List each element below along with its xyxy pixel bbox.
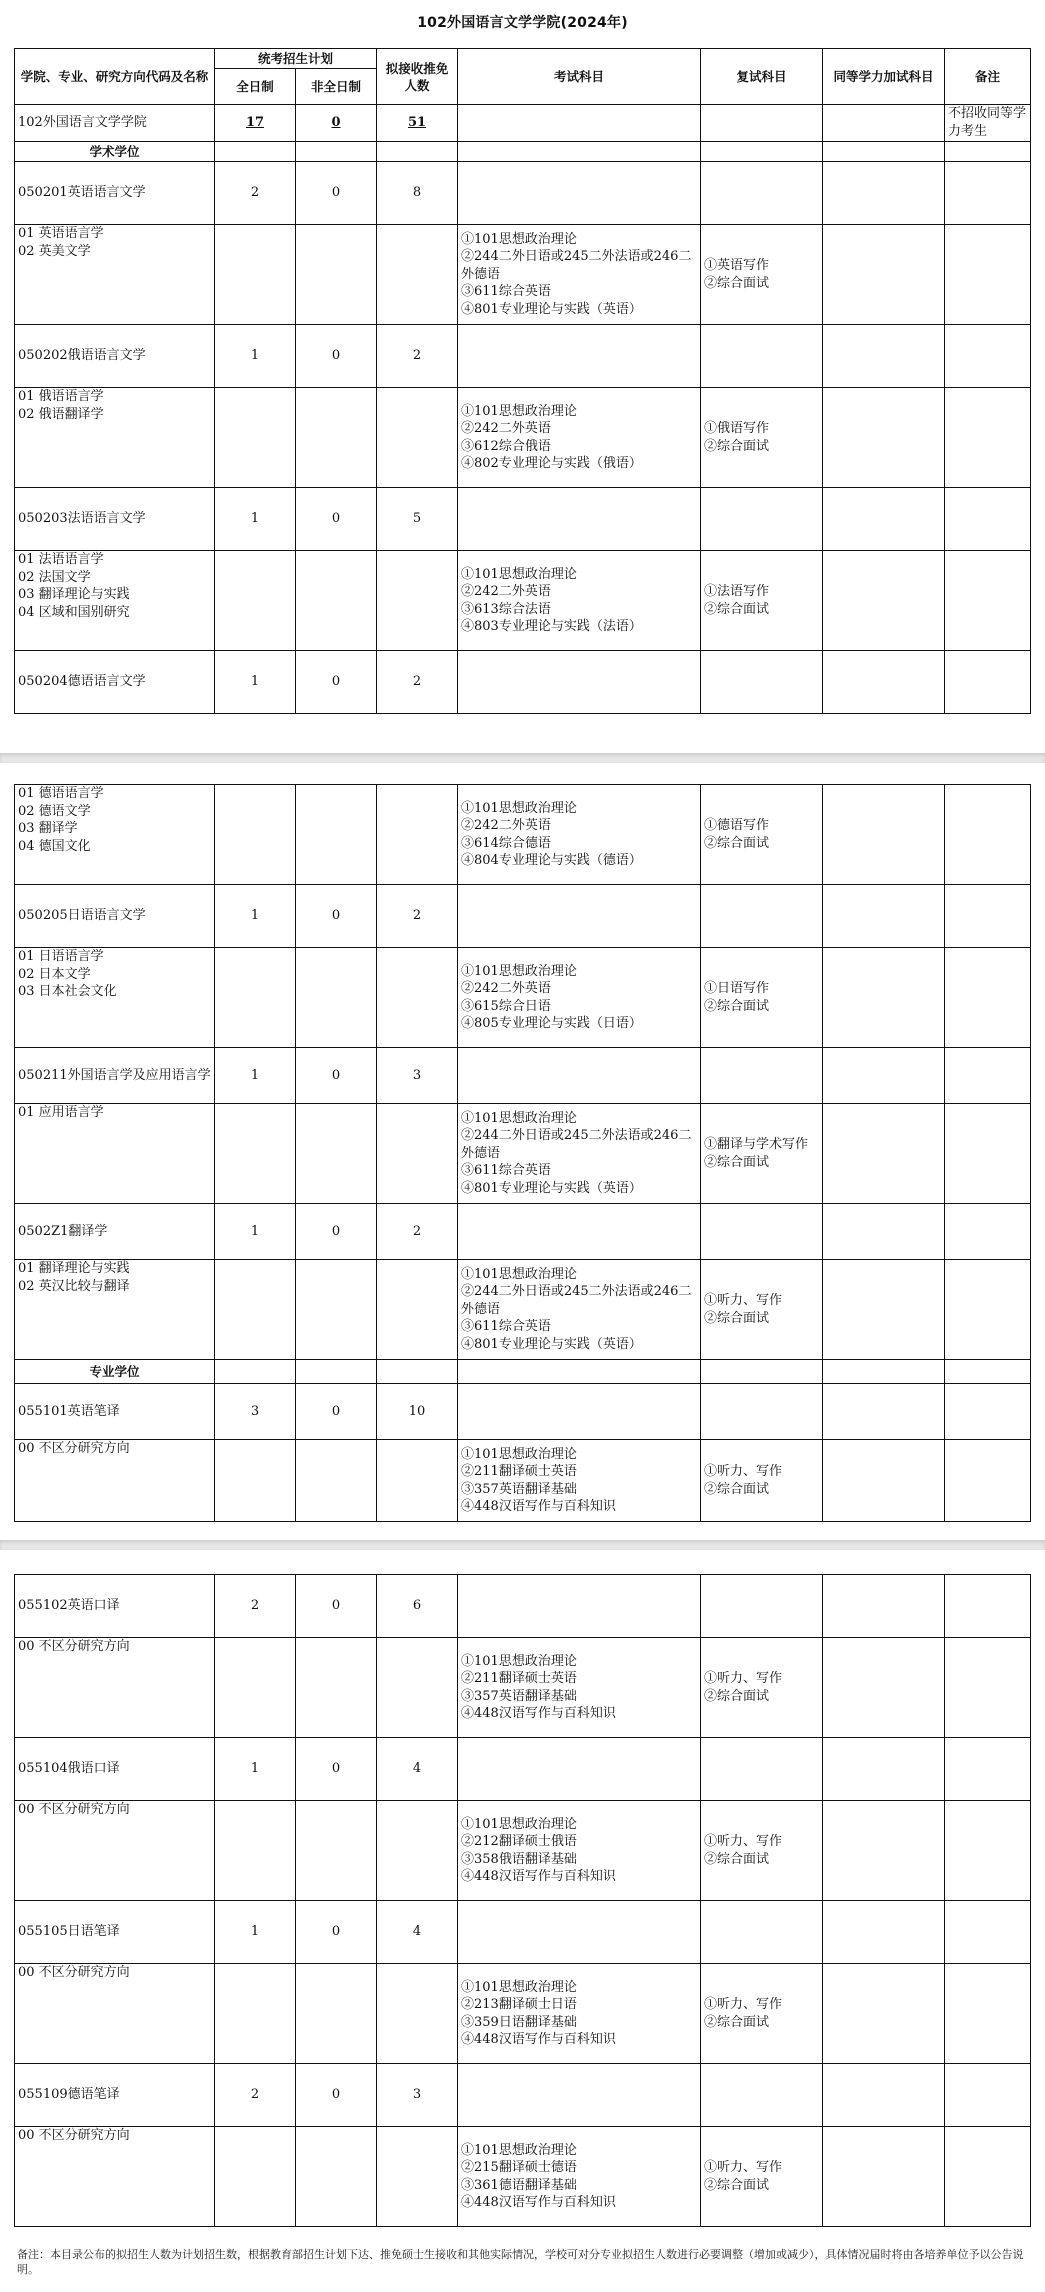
exam-subjects: ①101思想政治理论 ②244二外日语或245二外法语或246二外德语 ③611综合英语 ④801专业理论与实践（英语）	[458, 1104, 701, 1204]
empty-cell	[823, 388, 945, 488]
section-label: 学术学位	[15, 142, 215, 162]
empty-cell	[945, 1360, 1031, 1384]
empty-cell	[296, 1360, 377, 1384]
empty-cell	[823, 225, 945, 325]
empty-cell	[296, 1260, 377, 1360]
parttime-count: 0	[296, 1738, 377, 1801]
empty-cell	[701, 325, 823, 388]
empty-cell	[458, 1901, 701, 1964]
fulltime-count: 1	[215, 885, 296, 948]
exam-subjects: ①101思想政治理论 ②211翻译硕士英语 ③357英语翻译基础 ④448汉语写作与百科知识	[458, 1638, 701, 1738]
empty-cell	[701, 1360, 823, 1384]
empty-cell	[215, 1964, 296, 2064]
major-name: 050211外国语言学及应用语言学	[15, 1048, 215, 1104]
exam-subjects: ①101思想政治理论 ②242二外英语 ③613综合法语 ④803专业理论与实践（法语）	[458, 551, 701, 651]
exam-subjects: ①101思想政治理论 ②244二外日语或245二外法语或246二外德语 ③611综合英语 ④801专业理论与实践（英语）	[458, 225, 701, 325]
direction-names: 01 翻译理论与实践 02 英汉比较与翻译	[15, 1260, 215, 1360]
empty-cell	[945, 1384, 1031, 1440]
major-row	[15, 1204, 1031, 1260]
empty-cell	[215, 785, 296, 885]
empty-cell	[945, 785, 1031, 885]
empty-cell	[701, 1204, 823, 1260]
major-name: 055101英语笔译	[15, 1384, 215, 1440]
tuimian-count: 5	[377, 488, 458, 551]
major-row	[15, 1048, 1031, 1104]
college-fulltime: 17	[215, 105, 296, 142]
empty-cell	[945, 1440, 1031, 1522]
empty-cell	[823, 785, 945, 885]
empty-cell	[215, 2127, 296, 2227]
empty-cell	[377, 1638, 458, 1738]
exam-subjects: ①101思想政治理论 ②212翻译硕士俄语 ③358俄语翻译基础 ④448汉语写作与百科知识	[458, 1801, 701, 1901]
empty-cell	[458, 1575, 701, 1638]
direction-row	[15, 551, 1031, 651]
empty-cell	[823, 1440, 945, 1522]
major-name: 055105日语笔译	[15, 1901, 215, 1964]
exam-subjects: ①101思想政治理论 ②242二外英语 ③614综合德语 ④804专业理论与实践（德语）	[458, 785, 701, 885]
empty-cell	[215, 551, 296, 651]
section-row-academic	[15, 142, 1031, 162]
admission-table-page-2	[14, 784, 1031, 1522]
exam-subjects: ①101思想政治理论 ②215翻译硕士德语 ③361德语翻译基础 ④448汉语写作与百科知识	[458, 2127, 701, 2227]
direction-names: 01 俄语语言学 02 俄语翻译学	[15, 388, 215, 488]
reexam-subjects: ①翻译与学术写作 ②综合面试	[701, 1104, 823, 1204]
direction-row	[15, 1964, 1031, 2064]
tuimian-count: 3	[377, 2064, 458, 2127]
empty-cell	[296, 1104, 377, 1204]
empty-cell	[945, 1901, 1031, 1964]
tuimian-count: 2	[377, 651, 458, 714]
empty-cell	[823, 1901, 945, 1964]
reexam-subjects: ①听力、写作 ②综合面试	[701, 1638, 823, 1738]
reexam-subjects: ①听力、写作 ②综合面试	[701, 1801, 823, 1901]
major-row	[15, 1575, 1031, 1638]
empty-cell	[823, 1260, 945, 1360]
direction-names: 00 不区分研究方向	[15, 1638, 215, 1738]
empty-cell	[945, 1638, 1031, 1738]
empty-cell	[701, 1048, 823, 1104]
fulltime-count: 3	[215, 1384, 296, 1440]
empty-cell	[945, 1048, 1031, 1104]
college-name: 102外国语言文学学院	[15, 105, 215, 142]
empty-cell	[296, 225, 377, 325]
direction-names: 00 不区分研究方向	[15, 1964, 215, 2064]
empty-cell	[701, 1738, 823, 1801]
exam-subjects: ①101思想政治理论 ②244二外日语或245二外法语或246二外德语 ③611综合英语 ④801专业理论与实践（英语）	[458, 1260, 701, 1360]
fulltime-count: 1	[215, 488, 296, 551]
empty-cell	[215, 1260, 296, 1360]
empty-cell	[823, 651, 945, 714]
tuimian-count: 3	[377, 1048, 458, 1104]
empty-cell	[701, 1384, 823, 1440]
empty-cell	[296, 785, 377, 885]
tuimian-count: 8	[377, 162, 458, 225]
exam-subjects: ①101思想政治理论 ②213翻译硕士日语 ③359日语翻译基础 ④448汉语写作与百科知识	[458, 1964, 701, 2064]
college-parttime: 0	[296, 105, 377, 142]
empty-cell	[823, 1638, 945, 1738]
empty-cell	[701, 885, 823, 948]
major-row	[15, 1901, 1031, 1964]
empty-cell	[945, 2064, 1031, 2127]
parttime-count: 0	[296, 488, 377, 551]
empty-cell	[458, 162, 701, 225]
parttime-count: 0	[296, 885, 377, 948]
empty-cell	[823, 162, 945, 225]
empty-cell	[215, 1801, 296, 1901]
reexam-subjects: ①听力、写作 ②综合面试	[701, 1260, 823, 1360]
empty-cell	[945, 551, 1031, 651]
empty-cell	[823, 2127, 945, 2227]
direction-row	[15, 2127, 1031, 2227]
empty-cell	[945, 488, 1031, 551]
admission-table-page-1	[14, 48, 1031, 714]
major-name: 050203法语语言文学	[15, 488, 215, 551]
page-1-rows	[15, 162, 1031, 714]
section-label: 专业学位	[15, 1360, 215, 1384]
empty-cell	[945, 1575, 1031, 1638]
direction-row	[15, 388, 1031, 488]
empty-cell	[945, 651, 1031, 714]
major-name: 055102英语口译	[15, 1575, 215, 1638]
footer-note: 备注：本目录公布的拟招生人数为计划招生数，根据教育部招生计划下达、推免硕士生接收和其他实际情况，学校可对分专业拟招生人数进行必要调整（增加或减少），具体情况届时将由各培养单位予以公告说明。	[17, 2248, 1024, 2276]
fulltime-count: 2	[215, 1575, 296, 1638]
empty-cell	[296, 948, 377, 1048]
major-name: 055104俄语口译	[15, 1738, 215, 1801]
header-code-name: 学院、专业、研究方向代码及名称	[15, 49, 215, 105]
reexam-subjects: ①德语写作 ②综合面试	[701, 785, 823, 885]
parttime-count: 0	[296, 325, 377, 388]
empty-cell	[701, 162, 823, 225]
empty-cell	[945, 162, 1031, 225]
header-exam: 考试科目	[458, 49, 701, 105]
empty-cell	[458, 1048, 701, 1104]
reexam-subjects: ①英语写作 ②综合面试	[701, 225, 823, 325]
direction-row	[15, 225, 1031, 325]
college-tuimian: 51	[377, 105, 458, 142]
direction-row	[15, 1638, 1031, 1738]
college-row	[15, 105, 1031, 142]
empty-cell	[377, 785, 458, 885]
tuimian-count: 2	[377, 885, 458, 948]
parttime-count: 0	[296, 2064, 377, 2127]
empty-cell	[945, 1260, 1031, 1360]
empty-cell	[823, 1048, 945, 1104]
empty-cell	[945, 2127, 1031, 2227]
empty-cell	[458, 325, 701, 388]
empty-cell	[296, 1440, 377, 1522]
empty-cell	[823, 551, 945, 651]
empty-cell	[377, 1440, 458, 1522]
tuimian-count: 4	[377, 1901, 458, 1964]
major-row	[15, 1384, 1031, 1440]
direction-names: 01 应用语言学	[15, 1104, 215, 1204]
major-row	[15, 325, 1031, 388]
exam-subjects: ①101思想政治理论 ②211翻译硕士英语 ③357英语翻译基础 ④448汉语写作与百科知识	[458, 1440, 701, 1522]
reexam-subjects: ①听力、写作 ②综合面试	[701, 2127, 823, 2227]
fulltime-count: 1	[215, 1048, 296, 1104]
empty-cell	[377, 1801, 458, 1901]
empty-cell	[215, 1360, 296, 1384]
empty-cell	[215, 225, 296, 325]
empty-cell	[296, 1638, 377, 1738]
empty-cell	[823, 948, 945, 1048]
reexam-subjects: ①日语写作 ②综合面试	[701, 948, 823, 1048]
empty-cell	[296, 2127, 377, 2227]
exam-subjects: ①101思想政治理论 ②242二外英语 ③615综合日语 ④805专业理论与实践（日语）	[458, 948, 701, 1048]
direction-names: 01 日语语言学 02 日本文学 03 日本社会文化	[15, 948, 215, 1048]
tuimian-count: 10	[377, 1384, 458, 1440]
direction-row	[15, 1440, 1031, 1522]
empty-cell	[945, 388, 1031, 488]
tuimian-count: 2	[377, 325, 458, 388]
parttime-count: 0	[296, 1901, 377, 1964]
empty-cell	[701, 2064, 823, 2127]
empty-cell	[377, 551, 458, 651]
fulltime-count: 1	[215, 1738, 296, 1801]
direction-row	[15, 785, 1031, 885]
empty-cell	[377, 2127, 458, 2227]
empty-cell	[823, 1104, 945, 1204]
header-tuimian: 拟接收推免人数	[377, 49, 458, 105]
page-2-rows	[15, 785, 1031, 1522]
empty-cell	[215, 1104, 296, 1204]
header-plan: 统考招生计划	[215, 49, 377, 69]
fulltime-count: 2	[215, 2064, 296, 2127]
fulltime-count: 1	[215, 651, 296, 714]
empty-cell	[377, 1260, 458, 1360]
empty-cell	[945, 1104, 1031, 1204]
empty-cell	[458, 1204, 701, 1260]
major-name: 050202俄语语言文学	[15, 325, 215, 388]
parttime-count: 0	[296, 1575, 377, 1638]
empty-cell	[458, 885, 701, 948]
parttime-count: 0	[296, 651, 377, 714]
empty-cell	[945, 1738, 1031, 1801]
empty-cell	[458, 1384, 701, 1440]
empty-cell	[945, 325, 1031, 388]
empty-cell	[945, 225, 1031, 325]
empty-cell	[823, 1384, 945, 1440]
empty-cell	[823, 885, 945, 948]
major-name: 050204德语语言文学	[15, 651, 215, 714]
direction-names: 01 英语语言学 02 英美文学	[15, 225, 215, 325]
empty-cell	[215, 948, 296, 1048]
empty-cell	[296, 551, 377, 651]
page-3-rows	[15, 1575, 1031, 2227]
reexam-subjects: ①听力、写作 ②综合面试	[701, 1440, 823, 1522]
empty-cell	[945, 948, 1031, 1048]
header-extra-exam: 同等学力加试科目	[823, 49, 945, 105]
direction-names: 00 不区分研究方向	[15, 1440, 215, 1522]
exam-subjects: ①101思想政治理论 ②242二外英语 ③612综合俄语 ④802专业理论与实践（俄语）	[458, 388, 701, 488]
empty-cell	[377, 1360, 458, 1384]
empty-cell	[823, 488, 945, 551]
empty-cell	[458, 1360, 701, 1384]
college-note: 不招收同等学力考生	[945, 105, 1031, 142]
direction-names: 00 不区分研究方向	[15, 2127, 215, 2227]
page-separator	[0, 1540, 1045, 1550]
parttime-count: 0	[296, 162, 377, 225]
empty-cell	[823, 1738, 945, 1801]
empty-cell	[823, 1964, 945, 2064]
direction-names: 00 不区分研究方向	[15, 1801, 215, 1901]
fulltime-count: 2	[215, 162, 296, 225]
empty-cell	[458, 488, 701, 551]
empty-cell	[377, 388, 458, 488]
empty-cell	[701, 488, 823, 551]
empty-cell	[215, 388, 296, 488]
major-row	[15, 162, 1031, 225]
direction-names: 01 法语语言学 02 法国文学 03 翻译理论与实践 04 区域和国别研究	[15, 551, 215, 651]
parttime-count: 0	[296, 1048, 377, 1104]
page-separator	[0, 753, 1045, 763]
empty-cell	[458, 2064, 701, 2127]
direction-row	[15, 1104, 1031, 1204]
empty-cell	[945, 885, 1031, 948]
tuimian-count: 6	[377, 1575, 458, 1638]
major-name: 055109德语笔译	[15, 2064, 215, 2127]
empty-cell	[701, 651, 823, 714]
empty-cell	[823, 325, 945, 388]
major-name: 0502Z1翻译学	[15, 1204, 215, 1260]
empty-cell	[215, 1440, 296, 1522]
header-note: 备注	[945, 49, 1031, 105]
reexam-subjects: ①听力、写作 ②综合面试	[701, 1964, 823, 2064]
empty-cell	[823, 2064, 945, 2127]
empty-cell	[377, 225, 458, 325]
header-reexam: 复试科目	[701, 49, 823, 105]
empty-cell	[296, 1964, 377, 2064]
major-row	[15, 651, 1031, 714]
empty-cell	[377, 948, 458, 1048]
major-row	[15, 2064, 1031, 2127]
major-row	[15, 1738, 1031, 1801]
section-row-professional	[15, 1360, 1031, 1384]
parttime-count: 0	[296, 1384, 377, 1440]
direction-row	[15, 948, 1031, 1048]
major-name: 050201英语语言文学	[15, 162, 215, 225]
empty-cell	[823, 1801, 945, 1901]
fulltime-count: 1	[215, 325, 296, 388]
reexam-subjects: ①法语写作 ②综合面试	[701, 551, 823, 651]
empty-cell	[945, 1801, 1031, 1901]
direction-names: 01 德语语言学 02 德语文学 03 翻译学 04 德国文化	[15, 785, 215, 885]
empty-cell	[377, 1104, 458, 1204]
reexam-subjects: ①俄语写作 ②综合面试	[701, 388, 823, 488]
major-name: 050205日语语言文学	[15, 885, 215, 948]
empty-cell	[458, 651, 701, 714]
empty-cell	[701, 1901, 823, 1964]
direction-row	[15, 1801, 1031, 1901]
empty-cell	[215, 1638, 296, 1738]
empty-cell	[296, 388, 377, 488]
empty-cell	[823, 1360, 945, 1384]
header-parttime: 非全日制	[296, 69, 377, 105]
major-row	[15, 488, 1031, 551]
empty-cell	[458, 1738, 701, 1801]
empty-cell	[823, 1204, 945, 1260]
page-title: 102外国语言文学学院(2024年)	[417, 15, 628, 31]
empty-cell	[377, 1964, 458, 2064]
major-row	[15, 885, 1031, 948]
admission-table-page-3	[14, 1574, 1031, 2227]
fulltime-count: 1	[215, 1204, 296, 1260]
parttime-count: 0	[296, 1204, 377, 1260]
fulltime-count: 1	[215, 1901, 296, 1964]
tuimian-count: 2	[377, 1204, 458, 1260]
tuimian-count: 4	[377, 1738, 458, 1801]
direction-row	[15, 1260, 1031, 1360]
empty-cell	[701, 1575, 823, 1638]
empty-cell	[823, 1575, 945, 1638]
empty-cell	[945, 1964, 1031, 2064]
empty-cell	[296, 1801, 377, 1901]
header-fulltime: 全日制	[215, 69, 296, 105]
empty-cell	[945, 1204, 1031, 1260]
